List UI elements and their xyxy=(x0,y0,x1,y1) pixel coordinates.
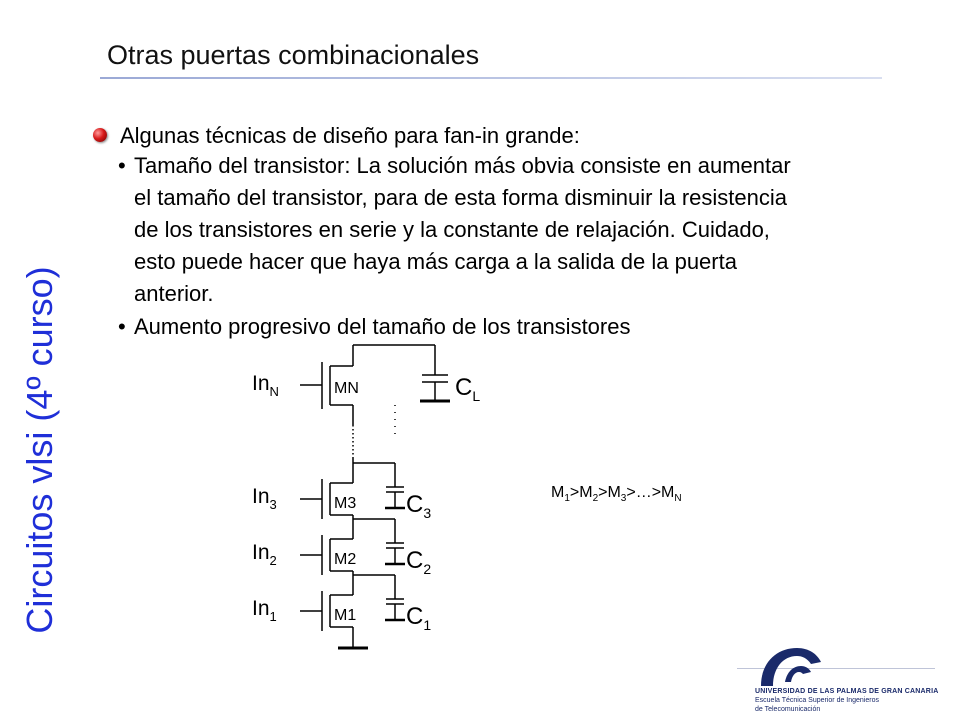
input-label: $In_N$ xyxy=(252,372,279,399)
sub-bullet-transistor-size xyxy=(118,150,948,310)
capacitor-label: $C_L$ xyxy=(455,374,481,404)
ulpgc-emblem-icon xyxy=(755,642,835,688)
sub-bullet-line: • Tamaño del transistor: La solución más obvia consiste en aumentar xyxy=(118,150,948,182)
logo-text xyxy=(755,687,938,714)
main-bullet-text: Algunas técnicas de diseño para fan-in grande: xyxy=(120,123,580,148)
capacitor-label: $C_3$ xyxy=(406,491,432,521)
bullet-orb-icon xyxy=(93,128,107,142)
transistor-stack-diagram xyxy=(240,335,520,670)
sub-bullet-line: el tamaño del transistor, para de esta forma disminuir la resistencia xyxy=(134,185,787,210)
transistor-label: MN xyxy=(334,380,359,397)
sub-bullet-line: anterior. xyxy=(134,281,214,306)
logo-school-name-2: de Telecomunicación xyxy=(755,706,821,713)
sub-bullet-line: de los transistores en serie y la constante de relajación. Cuidado, xyxy=(134,217,770,242)
capacitor-label: $C_2$ xyxy=(406,547,432,577)
transistor-size-relation: $M_1>M_2>M_3>\dots>M_N$ xyxy=(551,484,682,505)
logo-school-name: Escuela Técnica Superior de Ingenieros xyxy=(755,697,880,704)
input-label: $In_2$ xyxy=(252,541,277,568)
sub-bullet-line: • Aumento progresivo del tamaño de los transistores xyxy=(118,311,948,343)
transistor-label: M1 xyxy=(334,607,357,624)
sub-bullet-line: esto puede hacer que haya más carga a la salida de la puerta xyxy=(134,249,737,274)
transistor-label: M3 xyxy=(334,495,357,512)
transistor-label: M2 xyxy=(334,551,357,568)
slide-title: Otras puertas combinacionales xyxy=(107,40,480,70)
input-label: $In_1$ xyxy=(252,597,277,624)
capacitor-label: $C_1$ xyxy=(406,603,432,633)
input-label: $In_3$ xyxy=(252,485,277,512)
title-underline xyxy=(100,77,882,79)
logo-university-name: UNIVERSIDAD DE LAS PALMAS DE GRAN CANARIA xyxy=(755,688,939,695)
vertical-course-title xyxy=(0,0,80,720)
course-title-text: Circuitos vlsi (4º curso) xyxy=(19,266,60,634)
bullet-dot-icon: • xyxy=(118,314,126,339)
university-logo xyxy=(755,642,955,720)
bullet-dot-icon: • xyxy=(118,153,126,178)
